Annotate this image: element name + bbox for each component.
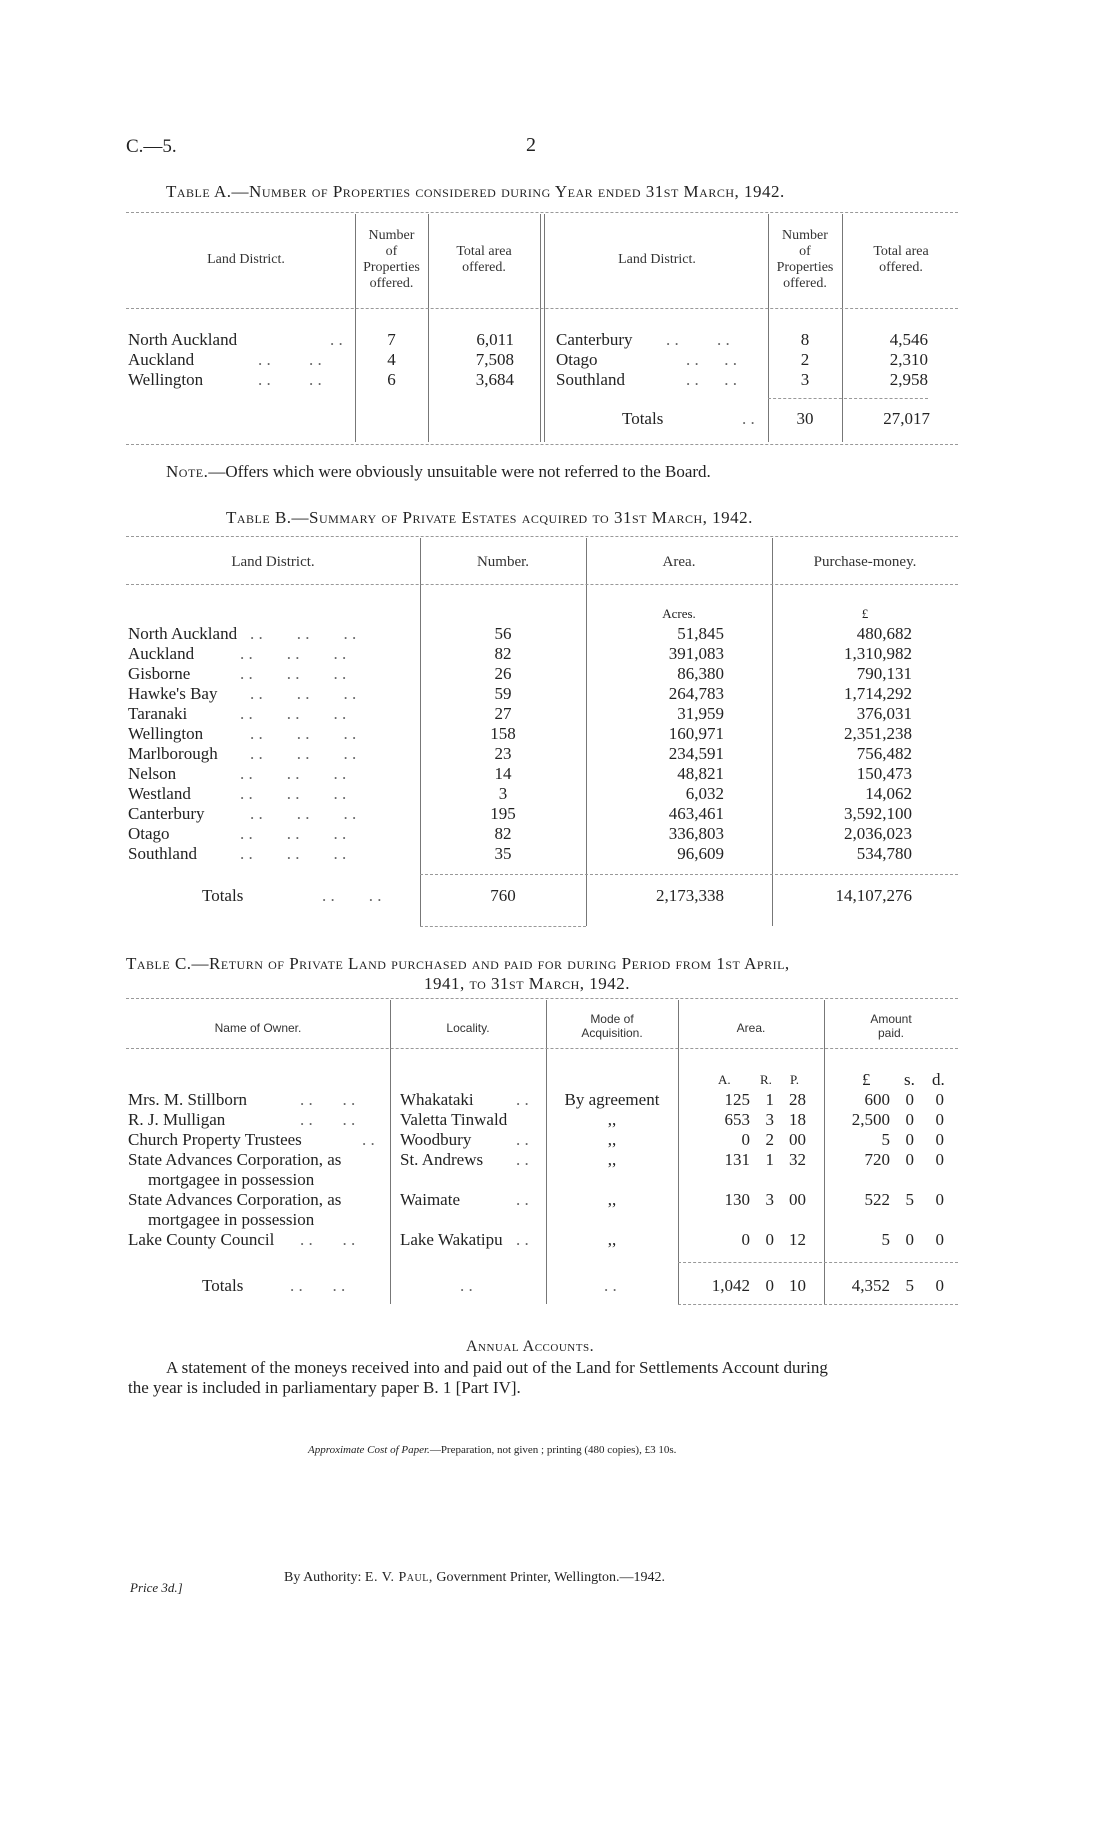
- table-b-top-rule: [126, 536, 958, 537]
- table-c-vline: [678, 1000, 679, 1304]
- table-c-unit-r: R.: [760, 1072, 772, 1087]
- leader-dots: . . . .: [300, 1090, 356, 1109]
- table-b-money: 150,473: [856, 764, 912, 783]
- table-c-mode: ,,: [607, 1150, 617, 1169]
- leader-dots: . .: [516, 1230, 529, 1249]
- table-c-roods: 1: [765, 1090, 774, 1109]
- leader-dots: . . . . . .: [240, 784, 347, 803]
- table-c-vline: [390, 1000, 391, 1304]
- table-b-district: Southland: [128, 844, 197, 863]
- leader-dots: . . . . . .: [250, 804, 357, 823]
- table-a-vline: [842, 214, 843, 442]
- header-line: paid.: [877, 1026, 905, 1040]
- table-c-mode: ,,: [607, 1230, 617, 1249]
- table-a-cell: 8: [800, 330, 810, 349]
- page-reference: C.—5.: [126, 136, 177, 157]
- header-line: Number: [782, 228, 828, 243]
- table-b-number: 56: [494, 624, 512, 643]
- table-b-totals-number: 760: [490, 886, 516, 905]
- cost-note: [308, 1444, 676, 1456]
- leader-dots: . . . . . .: [240, 764, 347, 783]
- table-b-number: 158: [490, 724, 516, 743]
- table-c-acres: 125: [724, 1090, 750, 1109]
- printer-authority: [284, 1570, 665, 1586]
- table-b-bottom-rule: [420, 926, 586, 927]
- table-a-cell: 2,310: [889, 350, 928, 369]
- table-c-totals-l: 4,352: [851, 1276, 890, 1295]
- header-line: Total area: [873, 244, 929, 259]
- table-a-cell: 2: [800, 350, 810, 369]
- leader-dots: . . . . . .: [250, 684, 357, 703]
- table-c-acres: 131: [724, 1150, 750, 1169]
- table-a-vline: [544, 214, 545, 442]
- table-c-unit-a: A.: [718, 1072, 731, 1087]
- table-b-money: 790,131: [856, 664, 912, 683]
- table-c-locality: Lake Wakatipu: [400, 1230, 503, 1249]
- table-c-roods: 0: [765, 1230, 774, 1249]
- table-c-owner: mortgagee in possession: [148, 1210, 315, 1229]
- cost-note-label: Approximate Cost of Paper.: [308, 1444, 430, 1456]
- table-c-acres: 653: [724, 1110, 750, 1129]
- leader-dots: . . . . . .: [240, 824, 347, 843]
- note-label: Note.: [166, 462, 209, 481]
- leader-dots: . . . . . .: [240, 644, 347, 663]
- table-b-totals-area: 2,173,338: [656, 886, 724, 905]
- table-c-owner: Lake County Council: [128, 1230, 275, 1249]
- table-b-area: 6,032: [685, 784, 724, 803]
- table-c-pounds: 5: [881, 1230, 890, 1249]
- table-a-cell: 4,546: [889, 330, 928, 349]
- annual-accounts-line2: the year is included in parliamentary paper B. 1 [Part IV].: [128, 1378, 521, 1397]
- table-b-number: 82: [494, 824, 512, 843]
- page-number: 2: [526, 134, 536, 156]
- table-b-money: 2,351,238: [844, 724, 912, 743]
- leader-dots: . . . .: [300, 1230, 356, 1249]
- table-b-district: Nelson: [128, 764, 177, 783]
- table-c-pence: 0: [935, 1090, 944, 1109]
- table-c-acres: 130: [724, 1190, 750, 1209]
- table-c-totals-d: 0: [935, 1276, 944, 1295]
- district-name: Auckland: [128, 350, 195, 369]
- table-c-unit-l: £: [862, 1070, 871, 1089]
- table-c-mode: ,,: [607, 1110, 617, 1129]
- table-b-money: 480,682: [856, 624, 912, 643]
- table-c-locality: Valetta Tinwald: [400, 1110, 508, 1129]
- leader-dots: . .: [516, 1190, 529, 1209]
- table-b-col-district: Land District.: [231, 554, 315, 570]
- header-line: Mode of: [590, 1012, 634, 1026]
- table-a-left-row: [128, 330, 237, 350]
- header-line: Number: [368, 228, 415, 243]
- leader-dots: . . . .: [258, 370, 322, 389]
- leader-dots: . .: [362, 1130, 375, 1149]
- table-b-area: 48,821: [677, 764, 724, 783]
- table-c-unit-p: P.: [790, 1072, 800, 1087]
- table-a-right-row: Southland: [556, 370, 625, 389]
- table-c-top-rule: [126, 998, 958, 999]
- table-b-totals-rule: [420, 874, 958, 875]
- table-c-locality: Whakataki: [400, 1090, 474, 1109]
- leader-dots: . . . .: [300, 1110, 356, 1129]
- table-c-mode: ,,: [607, 1130, 617, 1149]
- table-c-shillings: 0: [905, 1110, 914, 1129]
- table-b-money: 1,310,982: [844, 644, 912, 663]
- table-c-roods: 3: [765, 1190, 774, 1209]
- leader-dots: . . . . . .: [250, 724, 357, 743]
- table-c-totals-label: Totals: [202, 1276, 244, 1295]
- table-a-col-number-left: [355, 228, 428, 292]
- table-b-money: 14,062: [865, 784, 912, 803]
- table-a-col-number-right: [768, 228, 842, 292]
- table-c-totals-a: 1,042: [711, 1276, 750, 1295]
- table-a-cell: 3: [800, 370, 810, 389]
- table-c-pounds: 600: [864, 1090, 890, 1109]
- table-b-number: 27: [494, 704, 512, 723]
- leader-dots: . . . . . .: [240, 844, 347, 863]
- table-c-pounds: 522: [864, 1190, 890, 1209]
- header-line: Total area: [456, 244, 512, 259]
- leader-dots: . .: [604, 1276, 617, 1295]
- table-b-area: 31,959: [677, 704, 724, 723]
- table-c-acres: 0: [741, 1130, 750, 1149]
- leader-dots: . . . . . .: [250, 744, 357, 763]
- table-b-area: 96,609: [677, 844, 724, 863]
- table-a-note: [166, 462, 711, 482]
- table-c-shillings: 0: [905, 1090, 914, 1109]
- table-c-col-amount: [824, 1012, 958, 1040]
- table-c-pence: 0: [935, 1130, 944, 1149]
- table-c-locality: St. Andrews: [400, 1150, 484, 1169]
- table-b-number: 14: [494, 764, 512, 783]
- table-b-money: 376,031: [856, 704, 912, 723]
- leader-dots: . . . .: [258, 350, 322, 369]
- table-c-pence: 0: [935, 1150, 944, 1169]
- leader-dots: . . . .: [666, 330, 730, 349]
- table-b-number: 195: [490, 804, 516, 823]
- header-line: of: [799, 244, 811, 259]
- table-b-district: Hawke's Bay: [128, 684, 218, 703]
- table-c-roods: 2: [765, 1130, 774, 1149]
- leader-dots: . .: [330, 330, 343, 349]
- table-a-cell: 3,684: [475, 370, 514, 389]
- header-line: offered.: [369, 276, 414, 291]
- note-text: —Offers which were obviously unsuitable were not referred to the Board.: [208, 462, 711, 481]
- table-b-district: Otago: [128, 824, 170, 843]
- table-b-totals-money: 14,107,276: [835, 886, 912, 905]
- table-a-col-area-right: [844, 244, 958, 276]
- table-c-perches: 18: [789, 1110, 806, 1129]
- leader-dots: . . . .: [686, 370, 737, 389]
- table-a-totals-label: Totals: [622, 409, 664, 428]
- table-c-roods: 3: [765, 1110, 774, 1129]
- leader-dots: . .: [516, 1150, 529, 1169]
- table-b-district: Auckland: [128, 644, 195, 663]
- table-a-top-rule: [126, 212, 958, 213]
- table-c-totals-p: 10: [789, 1276, 806, 1295]
- leader-dots: . . . .: [322, 886, 382, 905]
- table-b-district: North Auckland: [128, 624, 238, 643]
- table-b-totals-label: Totals: [202, 886, 244, 905]
- table-a-cell: 7: [387, 330, 396, 349]
- table-b-money: 1,714,292: [844, 684, 912, 703]
- table-c-unit-d: d.: [932, 1070, 945, 1089]
- table-c-perches: 12: [789, 1230, 806, 1249]
- leader-dots: . . . .: [686, 350, 737, 369]
- table-c-owner: State Advances Corporation, as: [128, 1150, 342, 1169]
- table-c-owner: Church Property Trustees: [128, 1130, 302, 1149]
- cost-note-text: —Preparation, not given ; printing (480 copies), £3 10s.: [429, 1444, 677, 1456]
- header-line: offered.: [783, 276, 827, 291]
- table-b-district: Westland: [128, 784, 191, 803]
- table-b-area: 160,971: [668, 724, 724, 743]
- table-b-area: 264,783: [668, 684, 724, 703]
- table-b-number: 3: [498, 784, 508, 803]
- table-a-col-district-left: Land District.: [207, 252, 285, 267]
- table-c-col-area: Area.: [736, 1021, 766, 1035]
- district-name: Wellington: [128, 370, 204, 389]
- table-b-col-area: Area.: [662, 554, 696, 570]
- table-c-col-locality: Locality.: [446, 1021, 490, 1035]
- table-a-col-district-right: Land District.: [618, 252, 696, 267]
- table-c-unit-s: s.: [904, 1070, 915, 1089]
- annual-accounts-heading: Annual Accounts.: [466, 1338, 595, 1355]
- header-line: Acquisition.: [581, 1026, 643, 1040]
- leader-dots: . . . .: [290, 1276, 346, 1295]
- table-b-number: 35: [494, 844, 512, 863]
- table-a-cell: 2,958: [889, 370, 928, 389]
- table-b-area: 86,380: [677, 664, 724, 683]
- table-b-number: 26: [494, 664, 512, 683]
- table-a-left-row: [128, 350, 194, 370]
- table-a-totals-area: 27,017: [883, 409, 930, 428]
- table-c-perches: 28: [789, 1090, 806, 1109]
- table-c-col-owner: Name of Owner.: [214, 1021, 302, 1035]
- table-a-cell: 7,508: [475, 350, 514, 369]
- leader-dots: . .: [742, 409, 755, 428]
- printer-name: E. V. Paul,: [364, 1570, 433, 1585]
- table-a-vline: [428, 214, 429, 442]
- annual-accounts-line1: A statement of the moneys received into and paid out of the Land for Settlements Account during: [166, 1358, 828, 1377]
- leader-dots: . . . . . .: [240, 704, 347, 723]
- table-b-col-number: Number.: [476, 554, 530, 570]
- leader-dots: . .: [516, 1130, 529, 1149]
- leader-dots: . .: [460, 1276, 473, 1295]
- table-b-unit-area: Acres.: [662, 606, 696, 621]
- table-a-right-row: Canterbury: [556, 330, 633, 349]
- table-b-district: Marlborough: [128, 744, 218, 763]
- table-c-mode: By agreement: [564, 1090, 660, 1109]
- table-c-header-rule: [126, 1048, 958, 1049]
- header-line: offered.: [879, 260, 923, 275]
- table-c-locality: Woodbury: [400, 1130, 472, 1149]
- table-a-cell: 6: [387, 370, 396, 389]
- table-b-area: 336,803: [668, 824, 724, 843]
- table-b-district: Wellington: [128, 724, 204, 743]
- table-a-left-row: [128, 370, 203, 390]
- table-c-pence: 0: [935, 1190, 944, 1209]
- table-a-cell: 4: [387, 350, 396, 369]
- table-c-totals-s: 5: [905, 1276, 914, 1295]
- price: Price 3d.]: [130, 1580, 183, 1595]
- authority-prefix: By Authority:: [284, 1570, 365, 1585]
- table-c-owner: mortgagee in possession: [148, 1170, 315, 1189]
- table-a-title: Table A.—Number of Properties considered during Year ended 31st March, 1942.: [166, 182, 785, 201]
- table-c-shillings: 0: [905, 1150, 914, 1169]
- authority-suffix: Government Printer, Wellington.—1942.: [432, 1570, 665, 1585]
- table-b-unit-money: £: [861, 606, 869, 621]
- district-name: North Auckland: [128, 330, 238, 349]
- table-c-acres: 0: [741, 1230, 750, 1249]
- header-line: of: [385, 244, 398, 259]
- table-b-district: Gisborne: [128, 664, 191, 683]
- table-c-owner: State Advances Corporation, as: [128, 1190, 342, 1209]
- table-a-totals-number: 30: [796, 409, 814, 428]
- table-c-owner: Mrs. M. Stillborn: [128, 1090, 248, 1109]
- table-c-perches: 00: [789, 1190, 806, 1209]
- table-b-money: 756,482: [856, 744, 912, 763]
- table-c-pounds: 720: [864, 1150, 890, 1169]
- table-b-area: 463,461: [668, 804, 724, 823]
- table-a-totals-rule: [768, 398, 928, 399]
- leader-dots: . . . . . .: [250, 624, 357, 643]
- table-b-header-rule: [126, 584, 958, 585]
- table-b-area: 391,083: [668, 644, 724, 663]
- table-c-pence: 0: [935, 1110, 944, 1129]
- table-a-cell: 6,011: [476, 330, 514, 349]
- table-c-shillings: 0: [905, 1130, 914, 1149]
- table-c-title-line1: Table C.—Return of Private Land purchased and paid for during Period from 1st April,: [126, 954, 790, 973]
- table-a-bottom-rule: [126, 444, 958, 445]
- table-c-totals-r: 0: [765, 1276, 774, 1295]
- table-a-right-row: Otago: [556, 350, 598, 369]
- header-line: offered.: [462, 260, 506, 275]
- table-c-roods: 1: [765, 1150, 774, 1169]
- table-c-pence: 0: [935, 1230, 944, 1249]
- table-b-title: Table B.—Summary of Private Estates acquired to 31st March, 1942.: [226, 508, 753, 527]
- leader-dots: . . . . . .: [240, 664, 347, 683]
- leader-dots: . .: [516, 1090, 529, 1109]
- header-line: Properties: [363, 260, 420, 275]
- header-line: Amount: [870, 1012, 912, 1026]
- table-b-col-money: Purchase-money.: [813, 554, 917, 570]
- table-b-number: 23: [494, 744, 512, 763]
- header-line: Properties: [776, 260, 834, 275]
- table-b-district: Canterbury: [128, 804, 205, 823]
- table-b-district: Taranaki: [128, 704, 188, 723]
- table-c-title-line2: 1941, to 31st March, 1942.: [424, 974, 630, 993]
- table-c-perches: 00: [789, 1130, 806, 1149]
- table-b-number: 82: [494, 644, 512, 663]
- table-a-vline: [540, 214, 541, 442]
- table-c-pounds: 2,500: [851, 1110, 890, 1129]
- table-c-totals-rule: [678, 1262, 958, 1263]
- table-c-owner: R. J. Mulligan: [128, 1110, 226, 1129]
- table-a-header-rule: [126, 308, 958, 309]
- table-c-pounds: 5: [881, 1130, 890, 1149]
- table-b-area: 234,591: [668, 744, 724, 763]
- table-c-bottom-rule: [678, 1304, 958, 1305]
- table-b-area: 51,845: [677, 624, 724, 643]
- table-c-mode: ,,: [607, 1190, 617, 1209]
- table-b-money: 3,592,100: [844, 804, 912, 823]
- table-c-shillings: 5: [905, 1190, 914, 1209]
- table-c-perches: 32: [789, 1150, 806, 1169]
- table-c-shillings: 0: [905, 1230, 914, 1249]
- table-b-money: 534,780: [856, 844, 912, 863]
- table-b-number: 59: [494, 684, 512, 703]
- table-a-col-area-left: [430, 244, 538, 276]
- table-c-col-mode: [546, 1012, 678, 1040]
- table-b-money: 2,036,023: [844, 824, 912, 843]
- table-c-locality: Waimate: [400, 1190, 460, 1209]
